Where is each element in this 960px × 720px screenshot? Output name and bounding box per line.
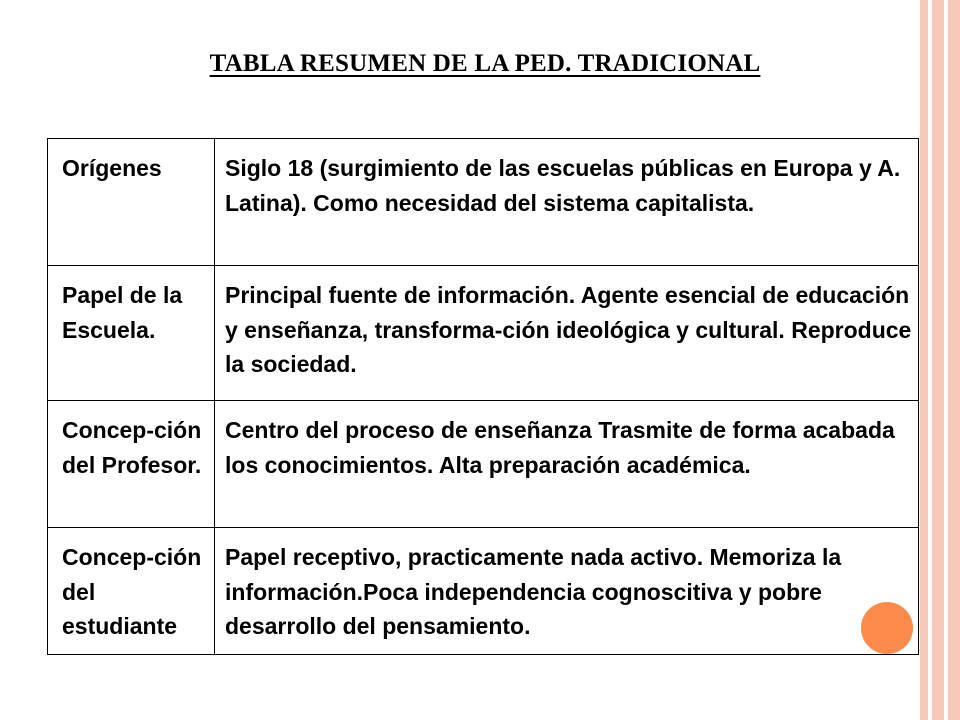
row-label: Orígenes — [48, 139, 215, 266]
table-row — [48, 266, 919, 401]
decorative-stripe — [932, 0, 944, 720]
decorative-stripe — [948, 0, 960, 720]
row-content: Principal fuente de información. Agente esencial de educación y enseñanza, transforma-ción ideológica y cultural. Reproduce la sociedad. — [215, 266, 919, 401]
row-content: Centro del proceso de enseñanza Trasmite de forma acabada los conocimientos. Alta preparación académica. — [215, 401, 919, 528]
summary-table — [47, 138, 919, 655]
row-label: Concep-ción del Profesor. — [48, 401, 215, 528]
row-label: Papel de la Escuela. — [48, 266, 215, 401]
table-row — [48, 401, 919, 528]
row-label: Concep-ción del estudiante — [48, 528, 215, 655]
table-row — [48, 139, 919, 266]
decorative-dot — [861, 602, 913, 654]
row-content: Papel receptivo, practicamente nada activo. Memoriza la información.Poca independencia cognoscitiva y pobre desarrollo del pensamiento. — [215, 528, 919, 655]
row-content: Siglo 18 (surgimiento de las escuelas públicas en Europa y A. Latina). Como necesidad del sistema capitalista. — [215, 139, 919, 266]
slide-title: TABLA RESUMEN DE LA PED. TRADICIONAL — [209, 50, 761, 77]
decorative-stripe — [920, 0, 928, 720]
table-row — [48, 528, 919, 655]
